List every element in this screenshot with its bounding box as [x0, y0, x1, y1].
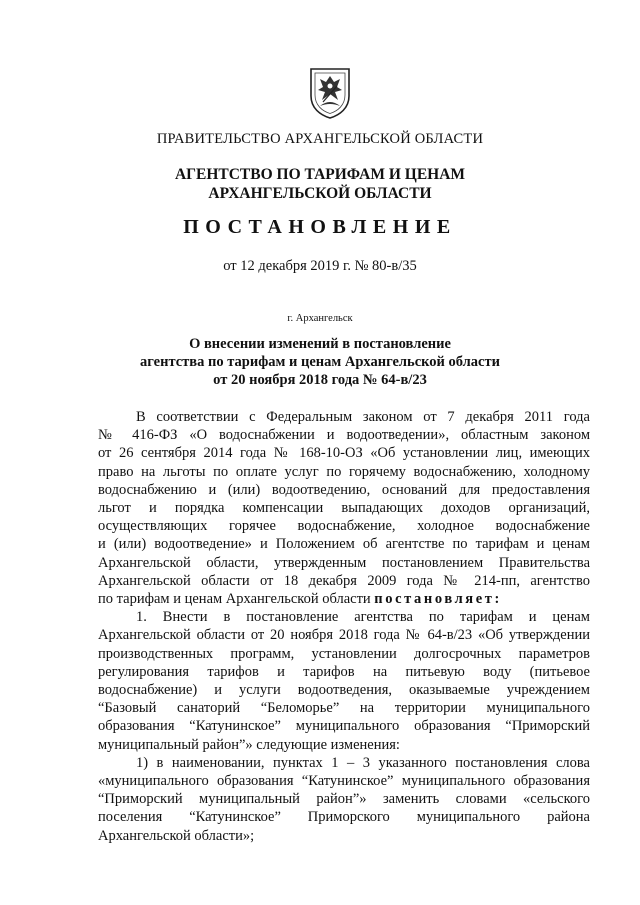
text-line: № 416-ФЗ «О водоснабжении и водоотведении», областным законом: [98, 427, 590, 444]
paragraph-preamble: [98, 408, 590, 608]
text-line: производственных программ, установлении долгосрочных параметров: [98, 645, 590, 662]
text-line: [98, 590, 590, 608]
text-line: “Приморский муниципальный район”» заменить словами «сельского: [98, 791, 590, 808]
text-line: Архангельской области»;: [98, 827, 255, 844]
text-line: осуществляющих горячее водоснабжение, холодное водоснабжение: [98, 518, 590, 535]
text-line: и (или) водоотведение» и Положением об агентстве по тарифам и ценам: [98, 536, 590, 553]
text-line: водоснабжению и (или) водоотведению, оснований для предоставления: [98, 481, 590, 498]
text-line: 1. Внести в постановление агентства по тарифам и ценам: [136, 609, 590, 626]
paragraph-subitem-1: [98, 754, 590, 845]
text-line: Архангельской области, утвержденным постановлением Правительства: [98, 554, 590, 571]
document-date-number: от 12 декабря 2019 г. № 80-в/35: [223, 258, 417, 274]
text-line: «муниципального образования “Катунинское” муниципального образования: [98, 773, 590, 790]
text-line: регулирования тарифов и тарифов на питьевую воду (питьевое: [98, 663, 590, 680]
text-segment: по тарифам и ценам Архангельской области: [98, 591, 371, 608]
text-line: право на льготы по оплате услуг по горячему водоснабжению, холодному: [98, 463, 590, 480]
subject-line: агентства по тарифам и ценам Архангельской области: [140, 354, 500, 370]
text-line: В соответствии с Федеральным законом от 7 декабря 2011 года: [136, 409, 590, 425]
agency-name-line: АРХАНГЕЛЬСКОЙ ОБЛАСТИ: [208, 185, 432, 202]
document-subject: [0, 335, 640, 389]
text-line: Архангельской области от 20 ноября 2018 года № 64-в/23 «Об утверждении: [98, 627, 590, 644]
agency-name: [0, 165, 640, 203]
paragraph-item-1: [98, 608, 590, 754]
subject-line: О внесении изменений в постановление: [189, 336, 451, 352]
coat-of-arms-icon: [308, 66, 352, 120]
text-line: водоснабжение) и услуги водоотведения, оказываемые учреждением: [98, 682, 590, 699]
document-city: г. Архангельск: [287, 313, 353, 324]
text-line: образования “Катунинское” муниципального образования “Приморский: [98, 718, 590, 735]
government-name: ПРАВИТЕЛЬСТВО АРХАНГЕЛЬСКОЙ ОБЛАСТИ: [156, 131, 484, 147]
text-line: от 26 сентября 2014 года № 168-10-ОЗ «Об установлении лиц, имеющих: [98, 445, 590, 462]
text-line: поселения “Катунинское” Приморского муниципального района: [98, 809, 590, 826]
text-line: муниципальный район”» следующие изменения:: [98, 736, 400, 753]
document-body: [98, 408, 590, 845]
text-line: Архангельской области от 18 декабря 2009 года № 214-пп, агентство: [98, 572, 590, 589]
subject-line: от 20 ноября 2018 года № 64-в/23: [213, 372, 427, 388]
text-line: 1) в наименовании, пунктах 1 – 3 указанного постановления слова: [136, 754, 590, 771]
agency-name-line: АГЕНТСТВО ПО ТАРИФАМ И ЦЕНАМ: [174, 166, 466, 183]
text-line: льгот и порядка компенсации выпадающих доходов организаций,: [98, 500, 590, 517]
decree-keyword: постановляет:: [374, 591, 502, 608]
document-type: ПОСТАНОВЛЕНИЕ: [183, 216, 457, 238]
text-line: “Базовый санаторий “Беломорье” на территории муниципального: [98, 700, 590, 717]
